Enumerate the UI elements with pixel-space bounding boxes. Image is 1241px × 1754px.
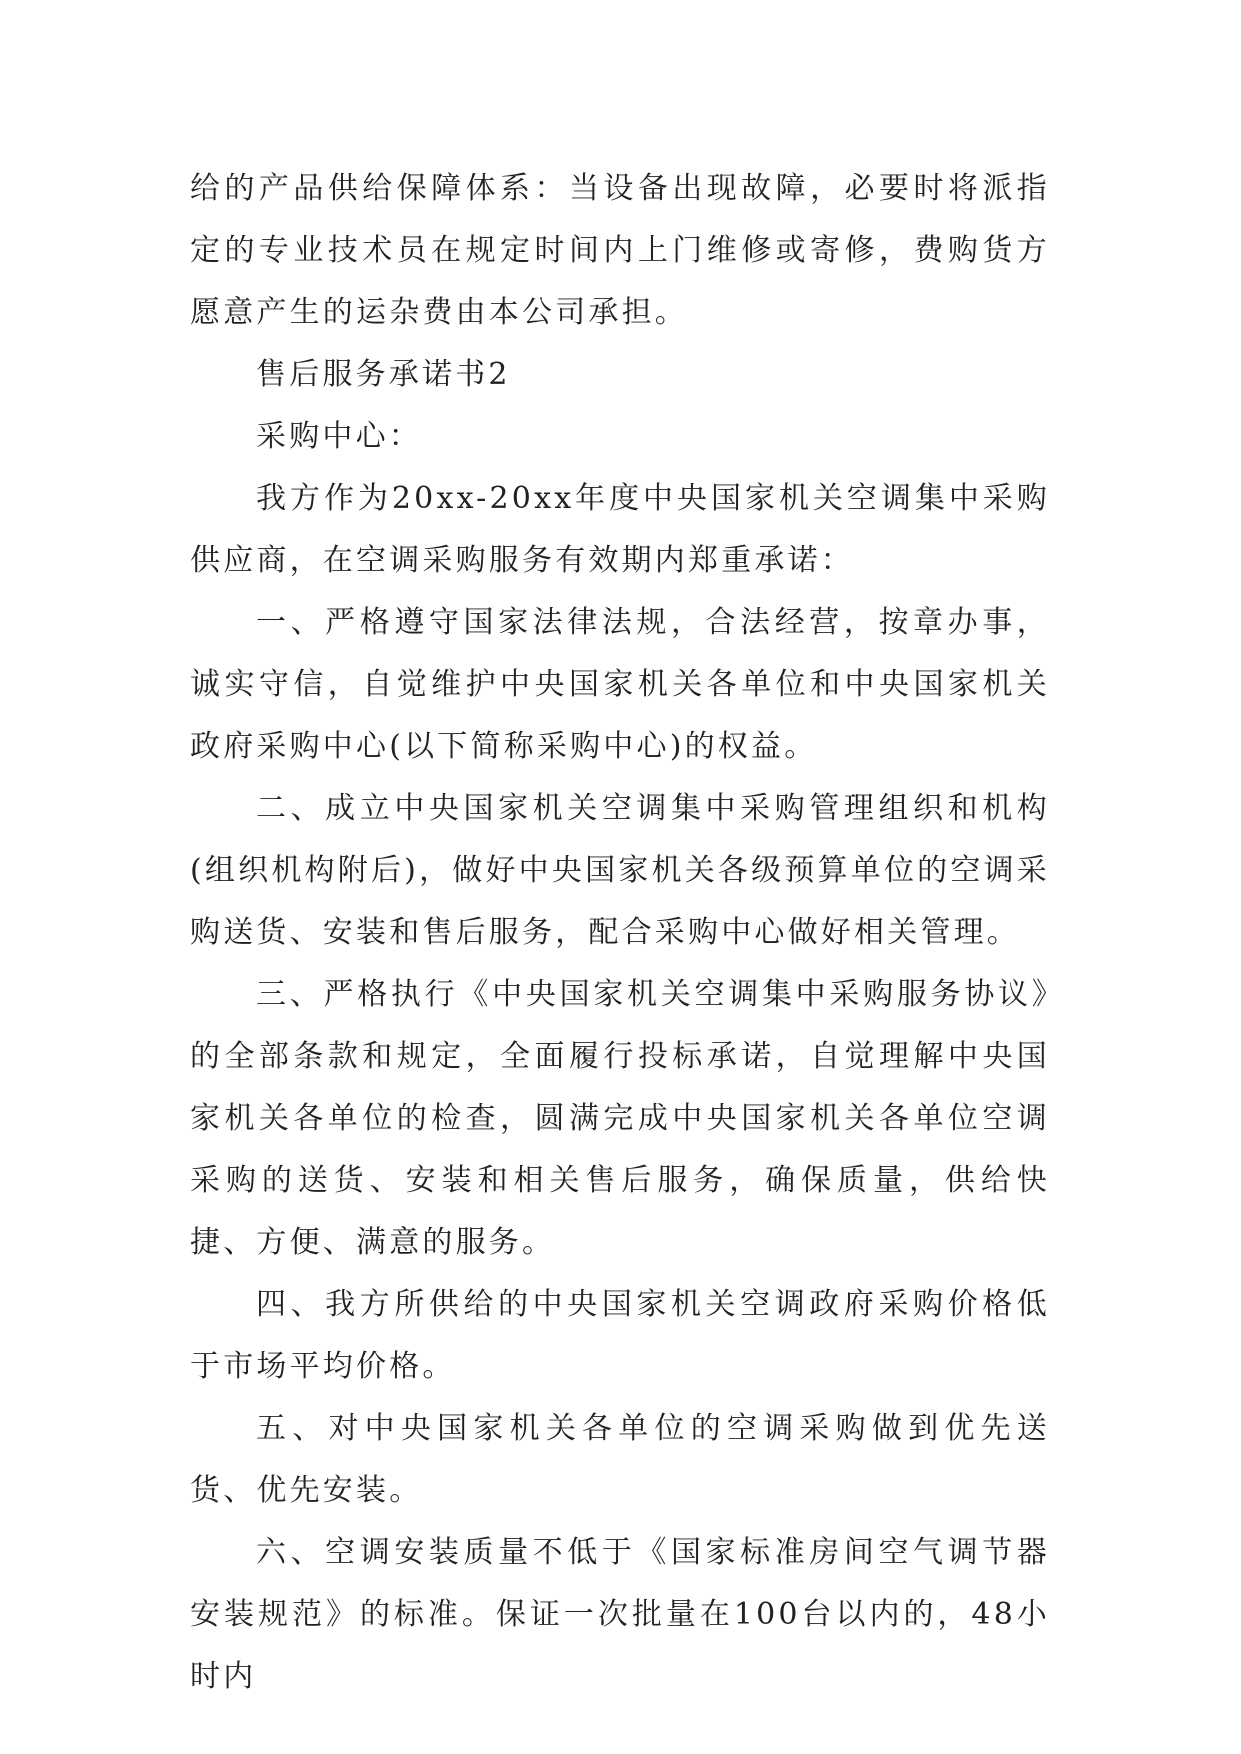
paragraph-item-2: 二、成立中央国家机关空调集中采购管理组织和机构(组织机构附后)，做好中央国家机关各级预算单位的空调采购送货、安装和售后服务，配合采购中心做好相关管理。 (190, 791, 1050, 950)
document-body (190, 158, 1050, 1708)
paragraph-item-6: 六、空调安装质量不低于《国家标准房间空气调节器安装规范》的标准。保证一次批量在100台以内的，48小时内 (190, 1535, 1050, 1694)
salutation: 采购中心： (256, 419, 422, 454)
paragraph-item-1: 一、严格遵守国家法律法规，合法经营，按章办事，诚实守信，自觉维护中央国家机关各单位和中央国家机关政府采购中心(以下简称采购中心)的权益。 (190, 605, 1050, 764)
paragraph-item-4: 四、我方所供给的中央国家机关空调政府采购价格低于市场平均价格。 (190, 1287, 1050, 1384)
paragraph-supply-guarantee: 给的产品供给保障体系：当设备出现故障，必要时将派指定的专业技术员在规定时间内上门维修或寄修，费购货方愿意产生的运杂费由本公司承担。 (190, 171, 1050, 330)
section-title: 售后服务承诺书2 (256, 357, 511, 392)
paragraph-item-5: 五、对中央国家机关各单位的空调采购做到优先送货、优先安装。 (190, 1411, 1050, 1508)
paragraph-item-3: 三、严格执行《中央国家机关空调集中采购服务协议》的全部条款和规定，全面履行投标承诺，自觉理解中央国家机关各单位的检查，圆满完成中央国家机关各单位空调采购的送货、安装和相关售后服务，确保质量，供给快捷、方便、满意的服务。 (190, 977, 1050, 1260)
paragraph-intro: 我方作为20xx-20xx年度中央国家机关空调集中采购供应商，在空调采购服务有效期内郑重承诺： (190, 481, 1050, 578)
